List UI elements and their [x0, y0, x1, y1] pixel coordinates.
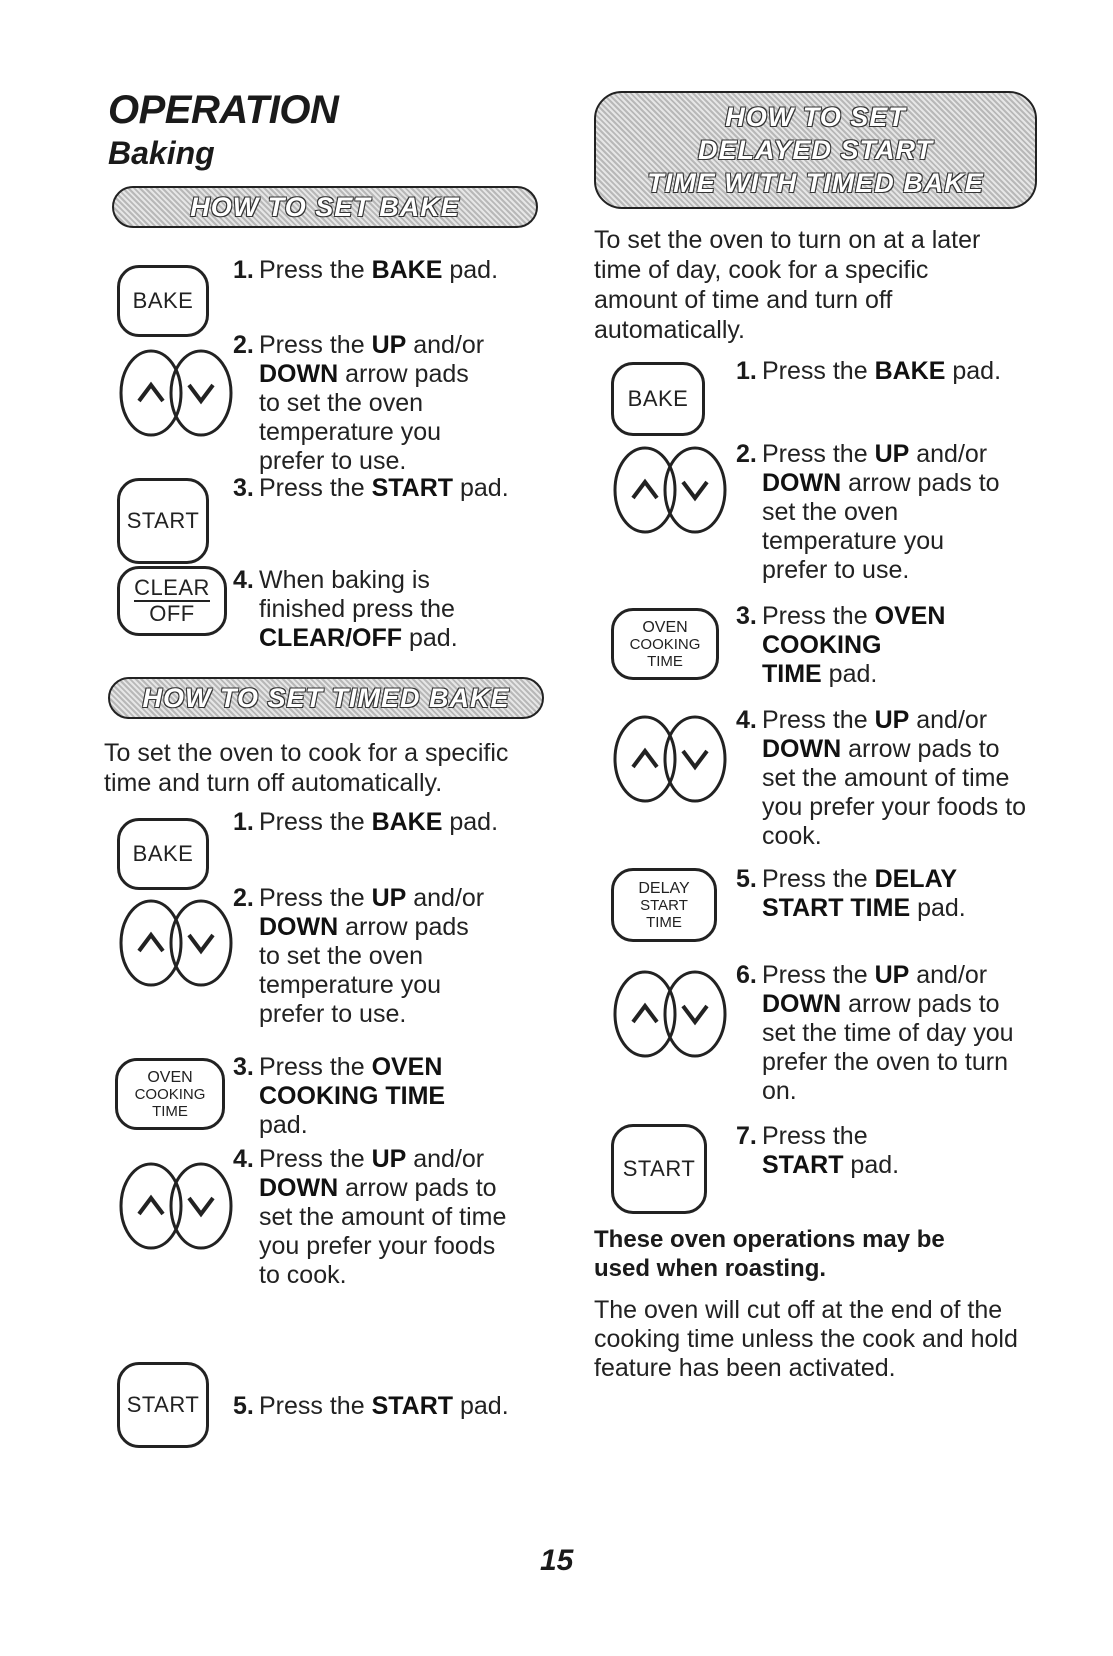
start-pad-icon	[117, 478, 209, 564]
page-subtitle: Baking	[108, 135, 215, 171]
off-pad-label: OFF	[149, 601, 195, 626]
up-down-arrow-pads-icon	[611, 713, 729, 805]
section-heading-delayed-start: HOW TO SET DELAYED START TIME WITH TIMED BAKE	[594, 91, 1037, 209]
roasting-note-title: These oven operations may be used when roasting.	[594, 1226, 945, 1282]
start-pad-icon: START	[611, 1124, 707, 1214]
oven-cooking-time-pad-icon: OVEN COOKING TIME	[611, 608, 719, 680]
delayed-start-intro: To set the oven to turn on at a later time of day, cook for a specific amount of time and turn off automatically.	[594, 226, 981, 344]
delay-start-time-pad-icon: DELAY START TIME	[611, 868, 717, 942]
bake-pad-icon: BAKE	[611, 362, 705, 436]
section-heading-timed-bake	[108, 677, 544, 719]
clear-off-pad-icon	[117, 566, 227, 636]
roasting-note-text: The oven will cut off at the end of the cooking time unless the cook and hold feature has been activated.	[594, 1296, 1018, 1382]
section-heading-timed-bake-text: HOW TO SET TIMED BAKE	[142, 682, 510, 713]
up-down-arrow-pads-icon	[611, 444, 729, 536]
bake-pad-icon	[117, 265, 209, 337]
start-pad-label: START	[126, 508, 200, 533]
page-number: 15	[540, 1544, 574, 1577]
start-pad-icon: START	[117, 1362, 209, 1448]
section-heading-bake	[112, 186, 538, 228]
clear-pad-label: CLEAR	[134, 575, 210, 600]
bake-pad-icon: BAKE	[117, 818, 209, 890]
oven-cooking-time-pad-icon: OVEN COOKING TIME	[115, 1058, 225, 1130]
bake-pad-label: BAKE	[132, 288, 194, 313]
timed-bake-intro: To set the oven to cook for a specific time and turn off automatically.	[104, 739, 509, 797]
up-down-arrow-pads-icon	[611, 968, 729, 1060]
section-heading-bake-text: HOW TO SET BAKE	[190, 191, 460, 222]
up-down-arrow-pads-icon	[117, 347, 235, 439]
page-title: OPERATION	[108, 88, 339, 132]
up-down-arrow-pads-icon	[117, 897, 235, 989]
up-down-arrow-pads-icon	[117, 1160, 235, 1252]
